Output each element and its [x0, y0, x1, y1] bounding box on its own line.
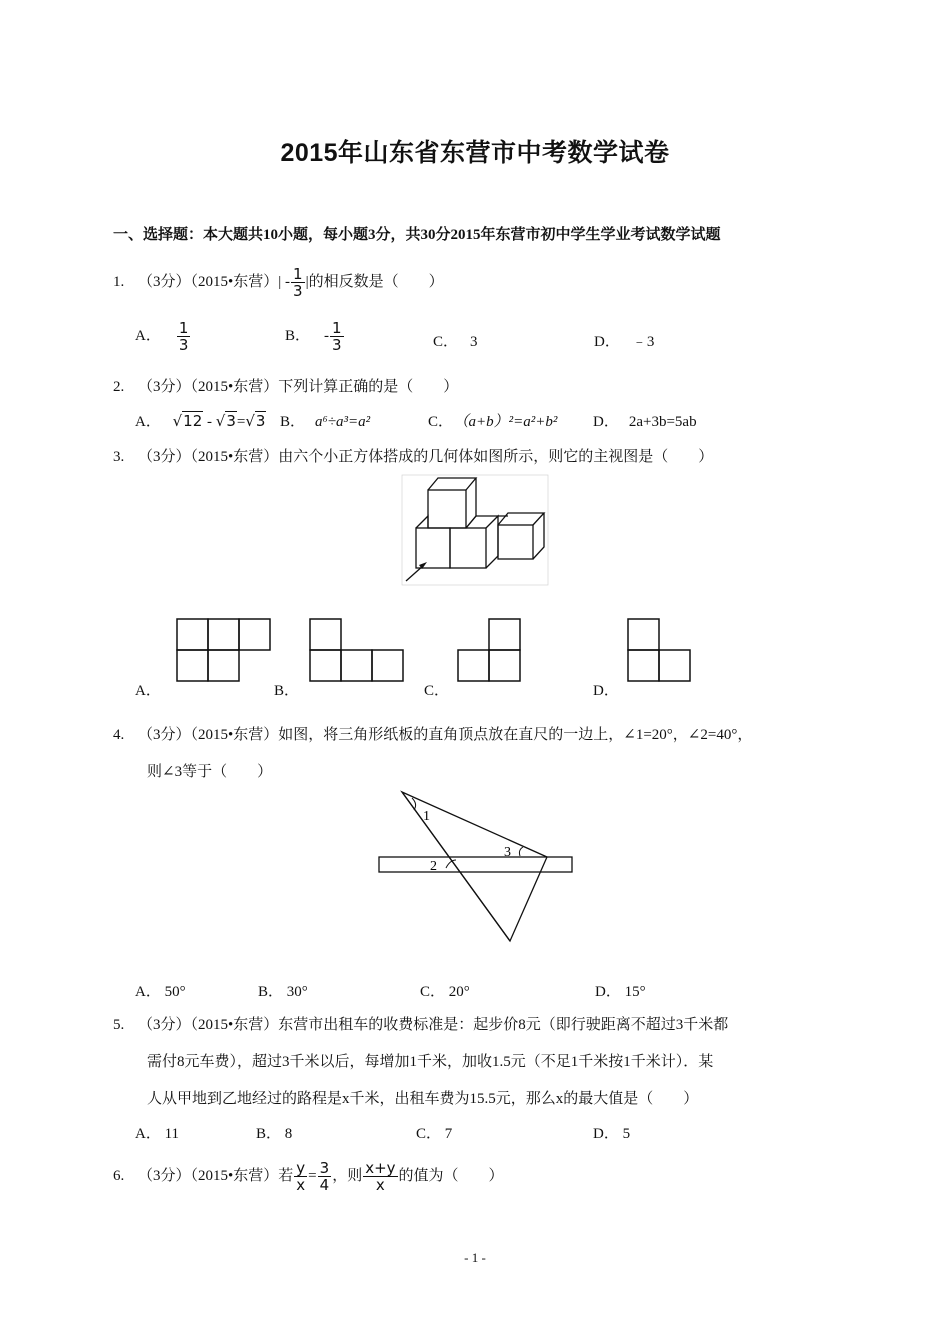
- question-stem-continued: 需付8元车费），超过3千米以后，每增加1千米，加收1.5元（不足1千米按1千米计）．某: [147, 1054, 714, 1070]
- option-a[interactable]: A． $\frac{1}{3}$: [135, 319, 189, 354]
- option-d[interactable]: D． ﹣3: [594, 334, 655, 350]
- option-b[interactable]: B． a⁶÷a³=a²: [280, 414, 371, 430]
- question-stem: 东营市出租车的收费标准是：起步价8元（即行驶距离不超过3千米都: [278, 1017, 729, 1033]
- option-d[interactable]: D． 5: [593, 1126, 631, 1142]
- fraction: $\frac{3}{4}$: [319, 1159, 330, 1194]
- question-5: [113, 1013, 728, 1034]
- question-meta: （3分）（2015•东营）: [138, 379, 279, 395]
- question-number: 3.: [113, 449, 125, 465]
- option-c[interactable]: C． 3: [433, 334, 478, 350]
- fraction: $\frac{1}{3}$: [332, 319, 342, 354]
- angle-1-label: 1: [423, 809, 430, 824]
- page-number: - 1 -: [464, 1250, 486, 1265]
- option-b[interactable]: B． 8: [256, 1126, 293, 1142]
- question-6: 6. （3分）（2015•东营）若 $\frac{y}{x}$ = $\frac{3}{4}$ ，则 $\frac{x+y}{x}$ 的值为（ ）: [113, 1159, 504, 1194]
- option-a[interactable]: A． 11: [135, 1126, 180, 1142]
- option-b[interactable]: B．: [274, 683, 300, 699]
- option-b-front-view: [309, 618, 404, 682]
- question-number: 5.: [113, 1017, 125, 1033]
- option-a-front-view: [176, 618, 271, 682]
- fraction: $\frac{1}{3}$: [293, 265, 303, 300]
- angle-3-label: 3: [504, 845, 511, 860]
- fraction: $\frac{1}{3}$: [178, 319, 189, 354]
- question-stem: |的相反数是（ ）: [305, 273, 444, 290]
- option-d[interactable]: D．: [593, 683, 619, 699]
- option-c-front-view: [457, 618, 522, 682]
- section-heading: 一、选择题：本大题共10小题，每小题3分，共30分2015年东营市初中学生学业考试数学试题: [113, 227, 721, 243]
- option-d-front-view: [627, 618, 692, 682]
- question-stem: 下列计算正确的是（ ）: [278, 379, 459, 395]
- question-number: 2.: [113, 379, 125, 395]
- question-stem-continued: 则∠3等于（ ）: [147, 764, 273, 780]
- question-meta: （3分）（2015•东营）: [138, 1017, 279, 1033]
- question-2: [113, 375, 458, 396]
- option-a[interactable]: A． 50°: [135, 984, 186, 1000]
- question-stem: 由六个小正方体搭成的几何体如图所示，则它的主视图是（ ）: [278, 449, 714, 465]
- question-4: [113, 723, 752, 744]
- angle-2-label: 2: [430, 859, 437, 874]
- question-stem: | -: [278, 273, 291, 290]
- option-b[interactable]: B． - $\frac{1}{3}$: [285, 319, 342, 354]
- question-meta: （3分）（2015•东营）: [138, 1167, 279, 1184]
- option-c[interactable]: C． （a+b）²=a²+b²: [428, 414, 558, 430]
- option-c[interactable]: C． 20°: [420, 984, 470, 1000]
- question-number: 4.: [113, 727, 125, 743]
- option-b[interactable]: B． 30°: [258, 984, 308, 1000]
- option-c[interactable]: C．: [424, 683, 450, 699]
- question-meta: （3分）（2015•东营）: [138, 727, 279, 743]
- question-stem-continued: 人从甲地到乙地经过的路程是x千米，出租车费为15.5元，那么x的最大值是（ ）: [147, 1091, 699, 1107]
- question-3: [113, 445, 713, 466]
- page-title: 2015年山东省东营市中考数学试卷: [280, 139, 670, 167]
- cube-figure: [400, 473, 552, 588]
- option-a[interactable]: A．: [135, 683, 161, 699]
- triangle-ruler-figure: [376, 790, 576, 945]
- option-d[interactable]: D． 2a+3b=5ab: [593, 414, 697, 430]
- question-meta: （3分）（2015•东营）: [138, 273, 279, 290]
- question-meta: （3分）（2015•东营）: [138, 449, 279, 465]
- option-a[interactable]: A． √12 - √3=√3: [135, 412, 266, 430]
- question-number: 6.: [113, 1167, 125, 1184]
- option-c[interactable]: C． 7: [416, 1126, 453, 1142]
- fraction: $\frac{y}{x}$: [296, 1159, 306, 1194]
- question-1: [113, 266, 444, 299]
- fraction: $\frac{x+y}{x}$: [365, 1159, 396, 1194]
- option-d[interactable]: D． 15°: [595, 984, 646, 1000]
- question-stem: 如图，将三角形纸板的直角顶点放在直尺的一边上，∠1=20°，∠2=40°，: [278, 727, 753, 743]
- question-number: 1.: [113, 273, 125, 290]
